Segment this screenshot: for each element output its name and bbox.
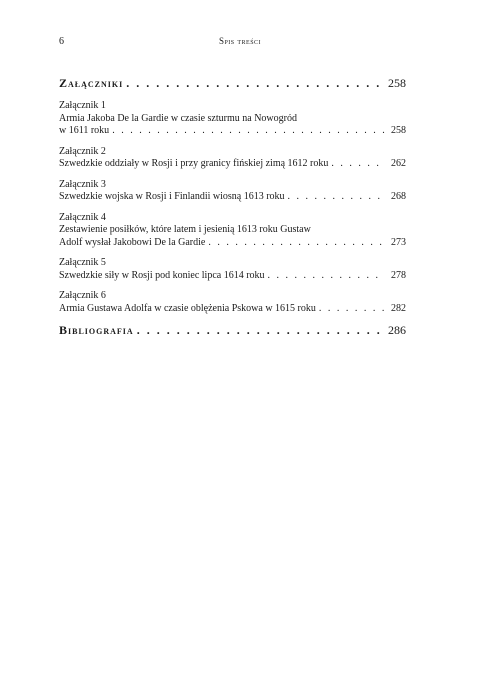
toc-section-bibliography[interactable] — [59, 323, 406, 338]
toc-page-number: 282 — [391, 302, 406, 314]
toc-section-title: Załączniki — [59, 76, 124, 90]
dot-leader — [331, 158, 385, 171]
toc-entry[interactable] — [59, 212, 406, 250]
toc-page-number: 278 — [391, 269, 406, 281]
dot-leader — [137, 323, 385, 338]
dot-leader — [126, 76, 385, 91]
toc-page-number: 268 — [391, 191, 406, 202]
toc-page-number: 262 — [391, 158, 406, 169]
toc-entry[interactable] — [59, 257, 406, 282]
toc-page-number: 258 — [388, 76, 406, 90]
toc-entry-title-line: w 1611 roku — [59, 125, 110, 136]
dot-leader — [208, 237, 385, 250]
running-header: Spis treści — [218, 36, 262, 46]
toc-page-number: 286 — [388, 323, 406, 337]
toc-entry[interactable] — [59, 100, 406, 138]
dot-leader — [268, 270, 385, 283]
toc-entry[interactable] — [59, 290, 406, 315]
toc-entry-title-line: Armia Jakoba De la Gardie w czasie szturmu na Nowogród — [59, 112, 297, 124]
toc-entry-label: Załącznik 6 — [59, 290, 106, 301]
table-of-contents — [59, 76, 406, 347]
toc-entry-label: Załącznik 5 — [59, 257, 106, 268]
dot-leader — [112, 125, 385, 138]
toc-entry[interactable] — [59, 179, 406, 204]
toc-entry-label: Załącznik 1 — [59, 100, 106, 111]
toc-entry-title-line: Szwedzkie wojska w Rosji i Finlandii wiosną 1613 roku — [59, 191, 285, 202]
toc-entry-title-line: Szwedzkie siły w Rosji pod koniec lipca 1614 roku — [59, 269, 265, 281]
dot-leader — [319, 303, 385, 316]
page-number: 6 — [59, 36, 64, 47]
toc-entry-label: Załącznik 4 — [59, 211, 106, 223]
toc-entry-title-line: Szwedzkie oddziały w Rosji i przy granicy fińskiej zimą 1612 roku — [59, 158, 329, 169]
toc-entry-title-line: Zestawienie posiłków, które latem i jesienią 1613 roku Gustaw — [59, 224, 311, 235]
dot-leader — [288, 191, 385, 204]
toc-section-appendices[interactable] — [59, 76, 406, 91]
toc-page-number: 258 — [391, 125, 406, 136]
toc-entry-label: Załącznik 2 — [59, 145, 106, 157]
toc-section-title: Bibliografia — [59, 323, 134, 337]
toc-entry[interactable] — [59, 146, 406, 171]
toc-page-number: 273 — [391, 236, 406, 248]
toc-entry-list — [59, 100, 406, 315]
toc-entry-title-line: Armia Gustawa Adolfa w czasie oblężenia Pskowa w 1615 roku — [59, 302, 316, 314]
toc-entry-label: Załącznik 3 — [59, 178, 106, 190]
toc-entry-title-line: Adolf wysłał Jakobowi De la Gardie — [59, 236, 206, 248]
